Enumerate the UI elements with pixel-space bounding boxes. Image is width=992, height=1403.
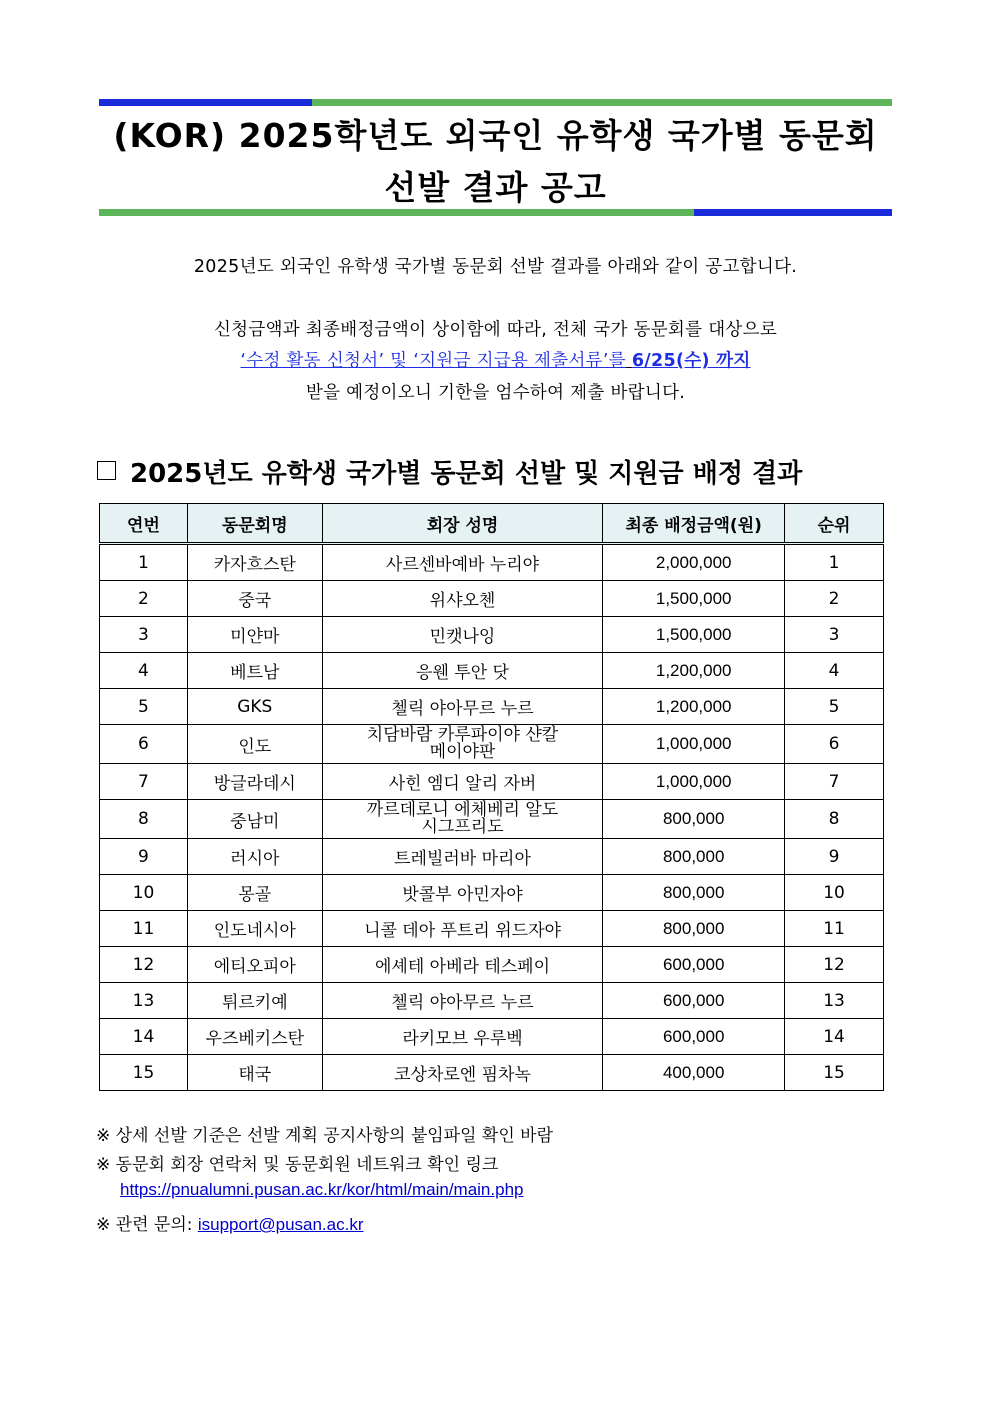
inquiry-email-link[interactable]: isupport@pusan.ac.kr [197, 1215, 364, 1234]
header-cell: 동문회명 [187, 504, 322, 544]
cell-number: 15 [100, 1055, 188, 1091]
cell-number: 13 [100, 983, 188, 1019]
header-cell: 최종 배정금액(원) [603, 504, 785, 544]
alumni-network-link[interactable]: https://pnualumni.pusan.ac.kr/kor/html/main/main.php [120, 1180, 524, 1199]
table-row [100, 653, 884, 689]
cell-amount: 600,000 [603, 947, 785, 983]
cell-number: 9 [100, 839, 188, 875]
notice-line1: 신청금액과 최종배정금액이 상이함에 따라, 전체 국가 동문회를 대상으로 [213, 320, 778, 340]
cell-amount: 400,000 [603, 1055, 785, 1091]
notice-deadline: 6/25(수) 까지 [631, 351, 751, 371]
page-title-line1: (KOR) 2025학년도 외국인 유학생 국가별 동문회 [113, 116, 878, 155]
cell-rank: 7 [785, 764, 884, 800]
cell-president-name: 치담바람 카루파이야 샨칼 메이야판 [322, 725, 603, 764]
table-row [100, 983, 884, 1019]
cell-rank: 12 [785, 947, 884, 983]
section-heading [97, 453, 897, 490]
cell-president-name: 응웬 투안 닷 [322, 653, 603, 689]
header-cell: 회장 성명 [322, 504, 603, 544]
cell-alumni-name: 러시아 [187, 839, 322, 875]
cell-amount: 800,000 [603, 875, 785, 911]
title-top-bar-green [312, 99, 892, 106]
header-cell: 순위 [785, 504, 884, 544]
table-row [100, 1019, 884, 1055]
cell-rank: 1 [785, 544, 884, 581]
page-title-line2: 선발 결과 공고 [384, 168, 607, 207]
cell-number: 5 [100, 689, 188, 725]
intro-text: 2025년도 외국인 유학생 국가별 동문회 선발 결과를 아래와 같이 공고합니다. [193, 257, 798, 277]
table-row [100, 764, 884, 800]
cell-number: 12 [100, 947, 188, 983]
section-title: 2025년도 유학생 국가별 동문회 선발 및 지원금 배정 결과 [130, 459, 803, 489]
cell-number: 14 [100, 1019, 188, 1055]
cell-president-name: 사르센바예바 누리야 [322, 544, 603, 581]
cell-rank: 6 [785, 725, 884, 764]
table-row [100, 1055, 884, 1091]
table-row [100, 581, 884, 617]
cell-alumni-name: 에티오피아 [187, 947, 322, 983]
cell-president-name: 코상차로엔 핌차녹 [322, 1055, 603, 1091]
cell-president-name: 니콜 데아 푸트리 위드자야 [322, 911, 603, 947]
cell-president-name: 까르데로니 에체베리 알도 시그프리도 [322, 800, 603, 839]
header-cell: 연번 [100, 504, 188, 544]
table-row [100, 911, 884, 947]
cell-president-name: 밧콜부 아민자야 [322, 875, 603, 911]
cell-amount: 800,000 [603, 800, 785, 839]
cell-alumni-name: 태국 [187, 1055, 322, 1091]
table-row [100, 725, 884, 764]
table-row [100, 544, 884, 581]
cell-amount: 1,200,000 [603, 653, 785, 689]
cell-alumni-name: 미얀마 [187, 617, 322, 653]
table-row [100, 839, 884, 875]
table-row [100, 800, 884, 839]
cell-amount: 600,000 [603, 1019, 785, 1055]
cell-alumni-name: 인도네시아 [187, 911, 322, 947]
cell-amount: 1,000,000 [603, 725, 785, 764]
cell-president-name: 사힌 엠디 알리 자버 [322, 764, 603, 800]
cell-amount: 600,000 [603, 983, 785, 1019]
table-row [100, 875, 884, 911]
cell-president-name: 첼릭 야아무르 누르 [322, 689, 603, 725]
cell-president-name: 라키모브 우루벡 [322, 1019, 603, 1055]
note-contact-link: ※ 동문회 회장 연락처 및 동문회원 네트워크 확인 링크 [96, 1155, 499, 1175]
cell-amount: 800,000 [603, 911, 785, 947]
cell-alumni-name: 중남미 [187, 800, 322, 839]
cell-president-name: 첼릭 야아무르 누르 [322, 983, 603, 1019]
notice-line2 [99, 347, 892, 372]
cell-alumni-name: GKS [187, 689, 322, 725]
cell-rank: 15 [785, 1055, 884, 1091]
alumni-link-row [120, 1180, 523, 1200]
cell-number: 10 [100, 875, 188, 911]
cell-rank: 11 [785, 911, 884, 947]
cell-president-name: 에셰테 아베라 테스페이 [322, 947, 603, 983]
notice-line3: 받을 예정이오니 기한을 엄수하여 제출 바랍니다. [305, 383, 686, 403]
title-bottom-bar-blue [694, 209, 892, 216]
cell-alumni-name: 중국 [187, 581, 322, 617]
cell-president-name: 트레빌러바 마리아 [322, 839, 603, 875]
cell-rank: 10 [785, 875, 884, 911]
results-table [99, 503, 884, 1091]
cell-alumni-name: 몽골 [187, 875, 322, 911]
cell-rank: 4 [785, 653, 884, 689]
cell-number: 7 [100, 764, 188, 800]
cell-alumni-name: 카자흐스탄 [187, 544, 322, 581]
cell-amount: 1,500,000 [603, 617, 785, 653]
cell-rank: 8 [785, 800, 884, 839]
cell-rank: 2 [785, 581, 884, 617]
cell-alumni-name: 베트남 [187, 653, 322, 689]
cell-rank: 9 [785, 839, 884, 875]
cell-amount: 1,500,000 [603, 581, 785, 617]
cell-number: 6 [100, 725, 188, 764]
title-top-bar-blue [99, 99, 312, 106]
cell-number: 11 [100, 911, 188, 947]
table-row [100, 947, 884, 983]
cell-number: 4 [100, 653, 188, 689]
cell-rank: 13 [785, 983, 884, 1019]
cell-president-name: 민캣나잉 [322, 617, 603, 653]
cell-number: 1 [100, 544, 188, 581]
table-row [100, 689, 884, 725]
cell-rank: 3 [785, 617, 884, 653]
cell-amount: 800,000 [603, 839, 785, 875]
table-header-row [100, 504, 884, 544]
cell-number: 3 [100, 617, 188, 653]
cell-number: 8 [100, 800, 188, 839]
cell-alumni-name: 인도 [187, 725, 322, 764]
cell-amount: 2,000,000 [603, 544, 785, 581]
note-selection-criteria: ※ 상세 선발 기준은 선발 계획 공지사항의 붙임파일 확인 바람 [96, 1126, 554, 1146]
cell-amount: 1,000,000 [603, 764, 785, 800]
cell-amount: 1,200,000 [603, 689, 785, 725]
notice-documents: ‘수정 활동 신청서’ 및 ‘지원금 지급용 제출서류’를 [240, 351, 626, 371]
cell-number: 2 [100, 581, 188, 617]
note-inquiry [96, 1210, 364, 1235]
cell-alumni-name: 방글라데시 [187, 764, 322, 800]
cell-rank: 5 [785, 689, 884, 725]
table-row [100, 617, 884, 653]
checkbox-icon [97, 461, 116, 480]
cell-president-name: 위샤오첸 [322, 581, 603, 617]
inquiry-label: ※ 관련 문의: [96, 1215, 198, 1235]
cell-alumni-name: 우즈베키스탄 [187, 1019, 322, 1055]
cell-alumni-name: 튀르키예 [187, 983, 322, 1019]
title-bottom-bar-green [99, 209, 694, 216]
cell-rank: 14 [785, 1019, 884, 1055]
